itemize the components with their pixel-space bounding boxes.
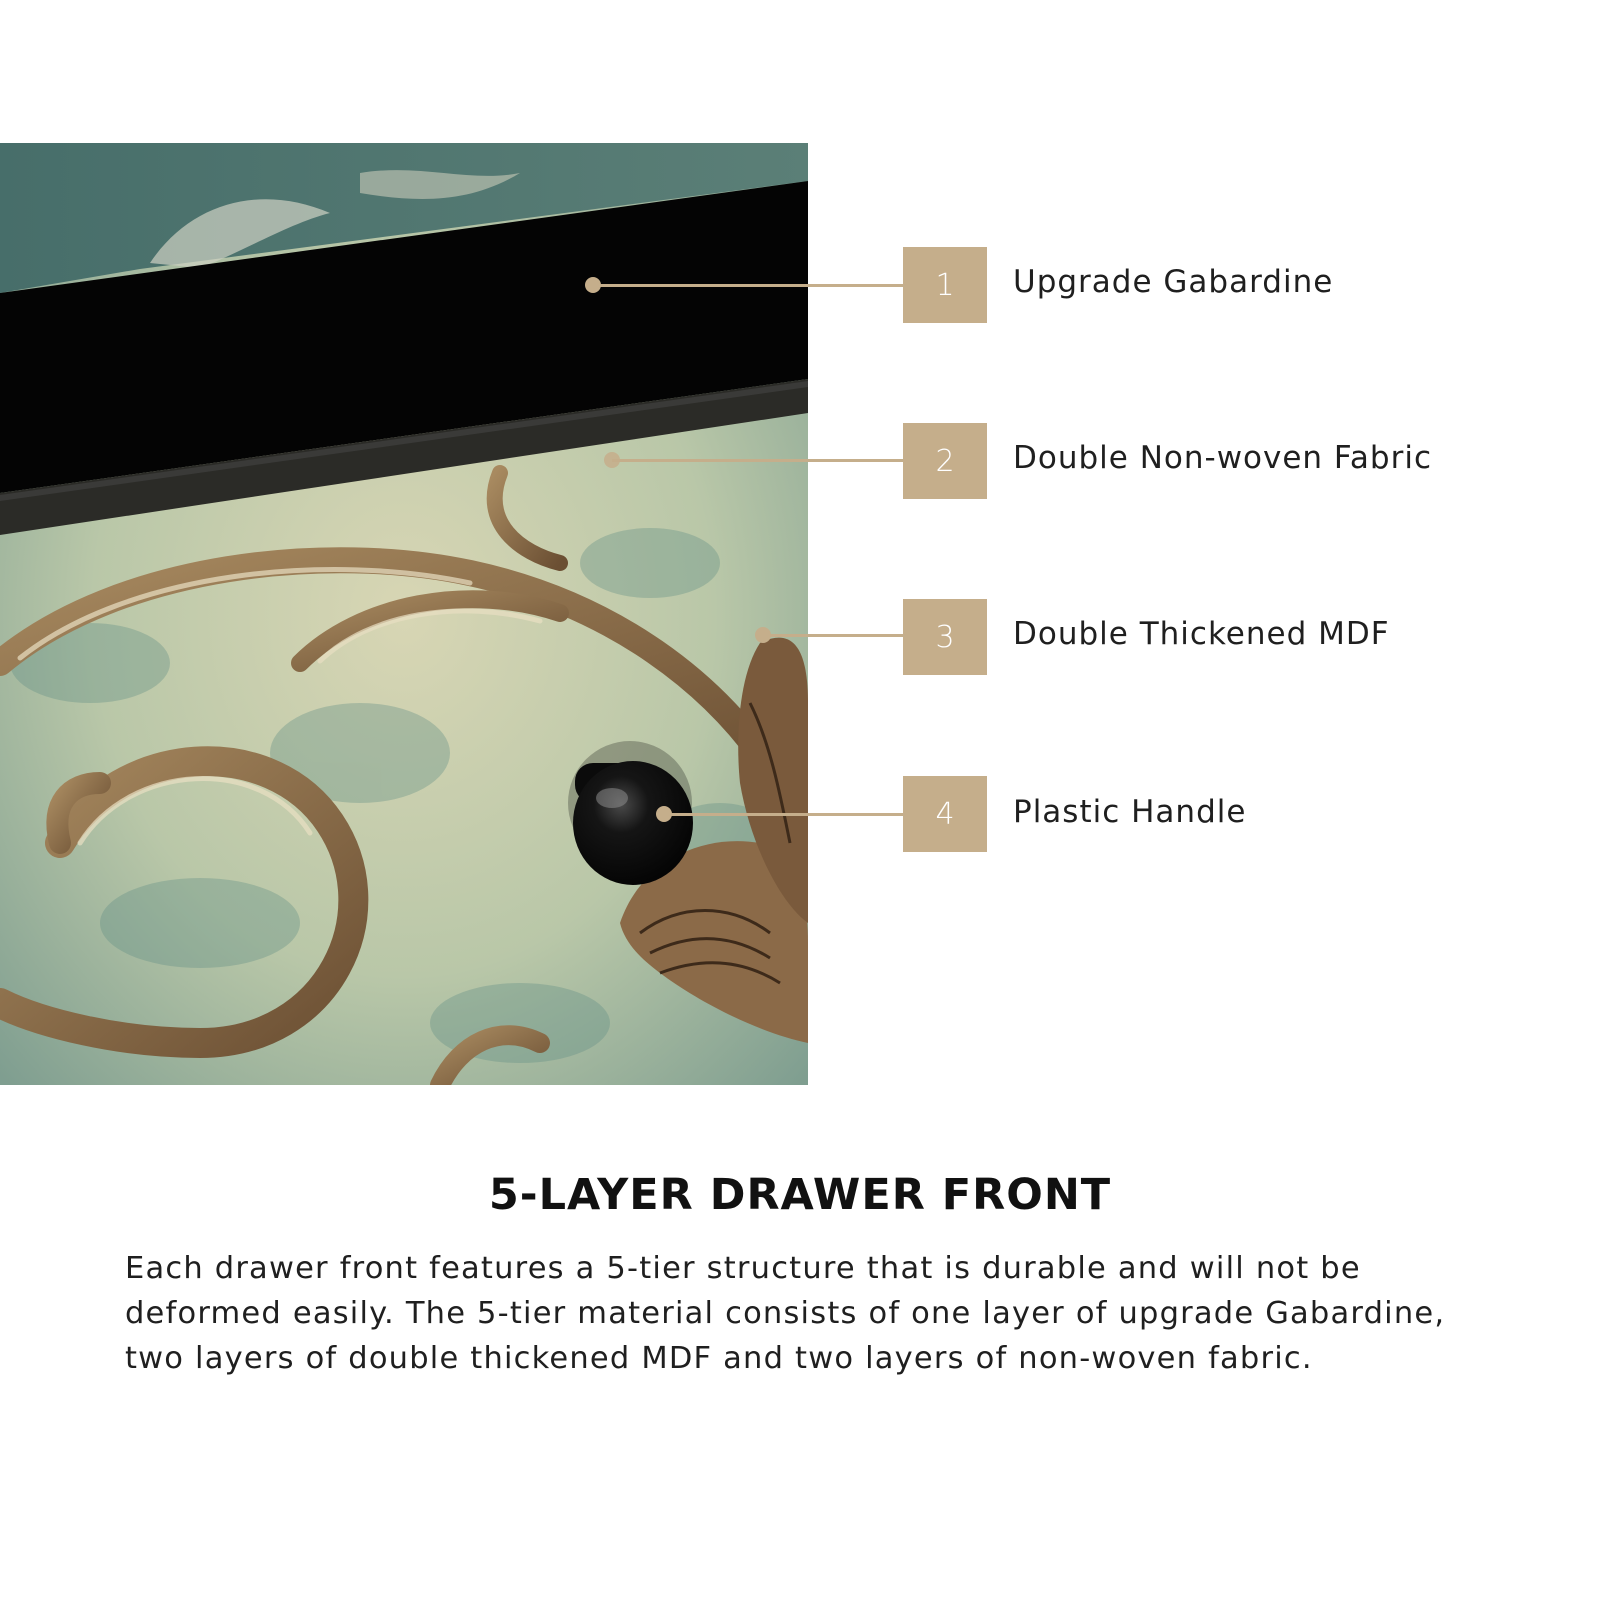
callout-3-badge (903, 599, 987, 675)
callout-3-number: 3 (935, 619, 955, 655)
callout-1-label: Upgrade Gabardine (1013, 264, 1334, 300)
callout-1-badge (903, 247, 987, 323)
callout-2-line (612, 459, 903, 462)
callout-1-number: 1 (935, 267, 955, 303)
callout-4-line (664, 813, 903, 816)
page-title: 5-LAYER DRAWER FRONT (488, 1170, 1112, 1220)
callout-1-line (593, 284, 903, 287)
callout-4-badge (903, 776, 987, 852)
callout-4-label: Plastic Handle (1013, 794, 1247, 830)
callout-2-number: 2 (935, 443, 955, 479)
description-text: Each drawer front features a 5-tier structure that is durable and will not be deformed easily. The 5-tier material consists of one layer of upgrade Gabardine, two layers of double thickened MDF and two layers of non-woven fabric. (125, 1251, 1446, 1376)
callout-4-number: 4 (935, 796, 955, 832)
callout-3-line (763, 634, 903, 637)
callout-2-badge (903, 423, 987, 499)
callout-2-label: Double Non-woven Fabric (1013, 440, 1432, 476)
callout-3-label: Double Thickened MDF (1013, 616, 1390, 652)
